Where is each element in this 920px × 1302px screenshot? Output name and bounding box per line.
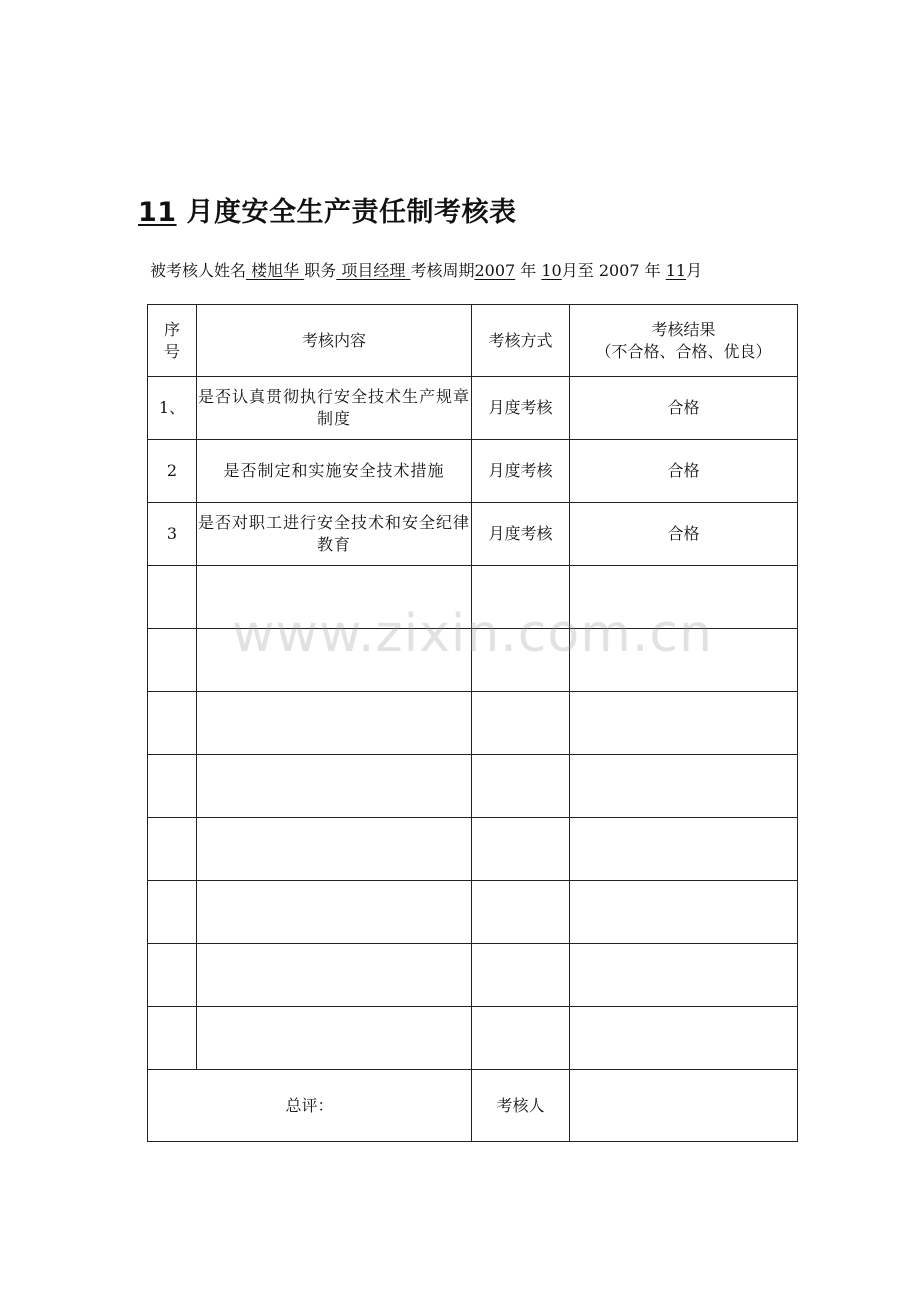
empty-cell: [148, 629, 197, 692]
row-content: 是否认真贯彻执行安全技术生产规章制度: [197, 377, 472, 440]
row-result: 合格: [570, 440, 798, 503]
empty-row: [148, 1007, 798, 1070]
header-method: 考核方式: [472, 305, 570, 377]
position-value: 项目经理: [341, 261, 406, 280]
empty-cell: [570, 755, 798, 818]
empty-cell: [570, 881, 798, 944]
name-label: 被考核人姓名: [150, 261, 247, 280]
table-row: [148, 440, 798, 503]
empty-row: [148, 881, 798, 944]
watermark: www.zixin.com.cn: [232, 604, 713, 664]
row-number: 1、: [148, 377, 197, 440]
row-method: 月度考核: [472, 377, 570, 440]
empty-cell: [472, 692, 570, 755]
empty-row: [148, 692, 798, 755]
empty-cell: [570, 818, 798, 881]
empty-cell: [570, 629, 798, 692]
page-title: [138, 190, 516, 229]
table-header-row: [148, 305, 798, 377]
empty-cell: [197, 629, 472, 692]
table-row: [148, 503, 798, 566]
title-text: 月度安全生产责任制考核表: [186, 197, 517, 228]
reviewer-label: 考核人: [472, 1070, 570, 1142]
summary-row: [148, 1070, 798, 1142]
empty-cell: [148, 818, 197, 881]
row-content: 是否制定和实施安全技术措施: [197, 440, 472, 503]
empty-row: [148, 818, 798, 881]
empty-cell: [197, 692, 472, 755]
empty-cell: [197, 818, 472, 881]
row-method: 月度考核: [472, 503, 570, 566]
empty-cell: [472, 629, 570, 692]
empty-row: [148, 629, 798, 692]
row-result: 合格: [570, 377, 798, 440]
empty-cell: [148, 944, 197, 1007]
empty-cell: [197, 881, 472, 944]
period-label: 考核周期: [410, 261, 475, 280]
header-number: 序 号: [148, 305, 197, 377]
empty-cell: [148, 1007, 197, 1070]
empty-cell: [472, 944, 570, 1007]
year-char: 年: [520, 261, 537, 280]
empty-row: [148, 566, 798, 629]
row-number: 2: [148, 440, 197, 503]
row-number: 3: [148, 503, 197, 566]
empty-row: [148, 944, 798, 1007]
empty-cell: [197, 944, 472, 1007]
empty-cell: [570, 566, 798, 629]
empty-cell: [472, 818, 570, 881]
table-row: [148, 377, 798, 440]
empty-cell: [472, 566, 570, 629]
row-content: 是否对职工进行安全技术和安全纪律教育: [197, 503, 472, 566]
empty-cell: [148, 566, 197, 629]
position-label: 职务: [304, 261, 337, 280]
name-value: 楼旭华: [251, 261, 300, 280]
empty-cell: [197, 755, 472, 818]
empty-cell: [148, 755, 197, 818]
row-result: 合格: [570, 503, 798, 566]
header-result: 考核结果 （不合格、合格、优良）: [570, 305, 798, 377]
title-month: 11: [138, 197, 177, 228]
empty-cell: [148, 881, 197, 944]
empty-cell: [472, 1007, 570, 1070]
empty-cell: [472, 755, 570, 818]
month-char: 月: [686, 261, 703, 280]
period-to-text: 月至 2007 年: [561, 261, 661, 280]
period-from-month: 10: [541, 261, 562, 280]
empty-cell: [570, 944, 798, 1007]
period-to-month: 11: [665, 261, 687, 280]
empty-cell: [472, 881, 570, 944]
period-from-year: 2007: [474, 261, 516, 280]
examinee-info: [150, 258, 702, 281]
row-method: 月度考核: [472, 440, 570, 503]
empty-cell: [570, 692, 798, 755]
summary-label: 总评：: [148, 1070, 472, 1142]
empty-cell: [570, 1007, 798, 1070]
assessment-table: [147, 304, 798, 1142]
empty-row: [148, 755, 798, 818]
header-content: 考核内容: [197, 305, 472, 377]
reviewer-value: [570, 1070, 798, 1142]
empty-cell: [197, 566, 472, 629]
empty-cell: [197, 1007, 472, 1070]
empty-cell: [148, 692, 197, 755]
